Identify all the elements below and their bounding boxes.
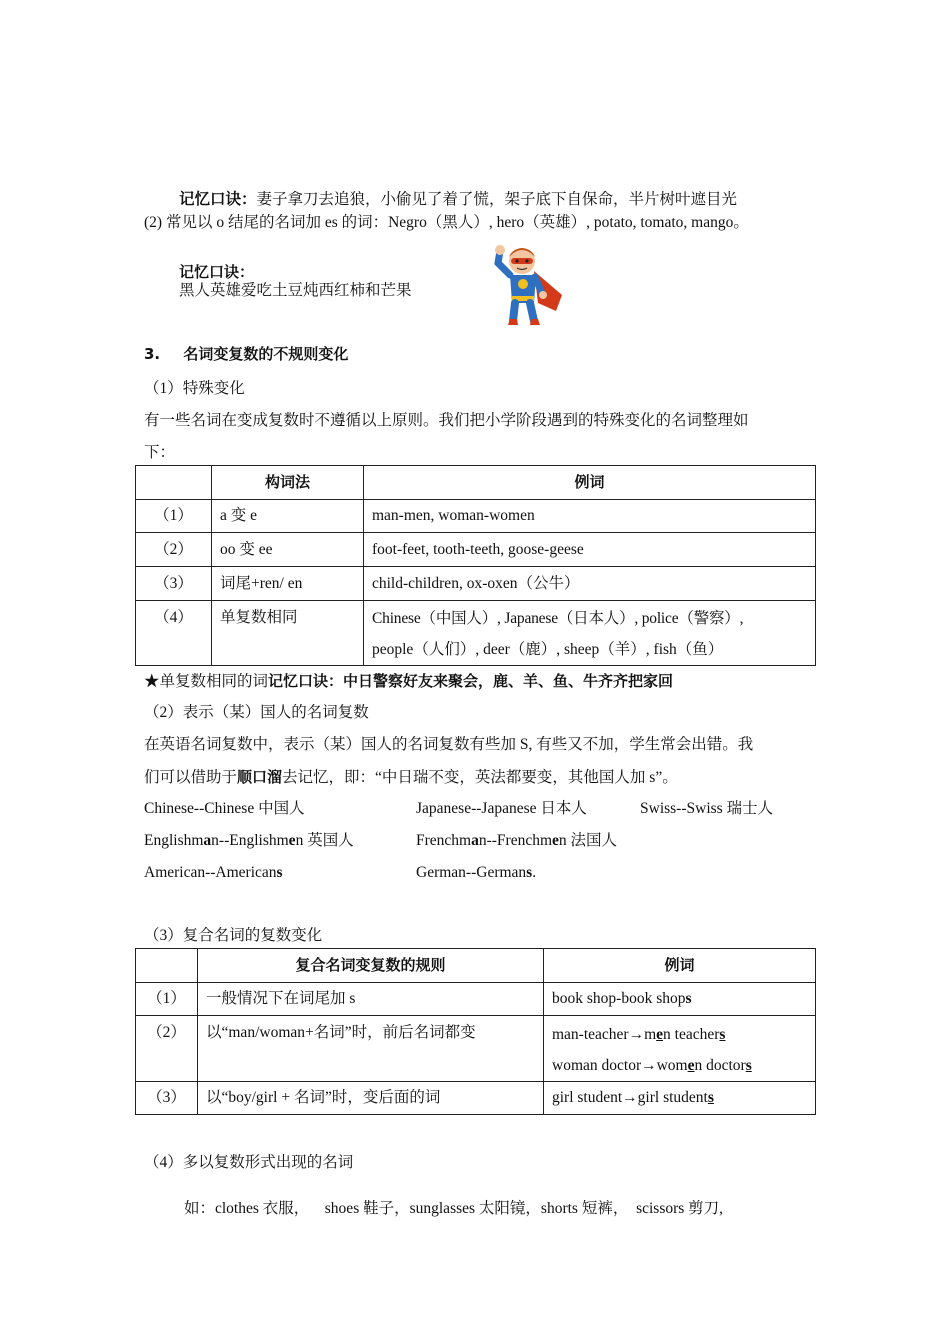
row-number: （3） [136,567,212,601]
superhero-illustration [482,241,564,333]
example-line-2 [552,1050,807,1081]
nation-bold: a [471,832,479,849]
nation-text: n--Englishm [211,832,289,849]
row-number: （2） [136,1016,198,1082]
nation-english [144,831,354,851]
example-underlined: s [745,1057,752,1074]
nation-text: n--Frenchm [478,832,553,849]
example-underlined: s [707,1089,714,1106]
row-example: foot-feet, tooth-teeth, goose-geese [364,533,816,567]
example-underlined: e [687,1057,695,1074]
mnemonic-2-label: 记忆口诀： [179,263,255,281]
row-rule: 一般情况下在词尾加 s [198,983,544,1016]
star-note-bold: 记忆口诀：中日警察好友来聚会，鹿、羊、鱼、牛齐齐把家回 [268,672,674,690]
table-row [136,533,816,567]
section-3-heading [144,344,348,364]
sub-3-title: （3）复合名词的复数变化 [144,927,323,944]
nation-german [416,863,536,883]
nation-text: Frenchm [416,832,472,849]
nation-bold: a [203,832,212,849]
row-number: （4） [136,601,212,666]
row-number: （1） [136,983,198,1016]
mnemonic-text: 妻子拿刀去追狼，小偷见了着了慌，架子底下自保命，半片树叶遮目光 [256,191,738,208]
row-rule: 词尾+ren/ en [212,567,364,601]
nation-text: n 法国人 [558,832,618,849]
table-row [136,567,816,601]
nation-swiss: Swiss--Swiss 瑞士人 [640,800,774,817]
row-rule: 以“boy/girl + 名词”时，变后面的词 [198,1082,544,1115]
table-header-rule: 构词法 [212,466,364,500]
row-rule: oo 变 ee [212,533,364,567]
table-row [136,601,816,666]
nation-french [416,831,617,851]
row-example [544,983,816,1016]
nation-japanese: Japanese--Japanese 日本人 [416,800,587,817]
rule-o-ending: (2) 常见以 o 结尾的名词加 es 的词：Negro（黑人）, hero（英雄）, potato, tomato, mango。 [144,214,749,231]
mnemonic-2-text: 黑人英雄爱吃土豆炖西红柿和芒果 [179,282,412,299]
table-header-rule: 复合名词变复数的规则 [198,949,544,983]
para-text: 去记忆，即：“中日瑞不变，英法都要变，其他国人加 s”。 [282,769,678,786]
row-example: man-men, woman-women [364,500,816,533]
table-header-row [136,949,816,983]
nation-text: n 英国人 [295,832,354,849]
sub-4-title: （4）多以复数形式出现的名词 [144,1154,354,1171]
sub-4-examples: 如：clothes 衣服， shoes 鞋子，sunglasses 太阳镜，shorts 短裤， scissors 剪刀, [184,1200,724,1217]
example-line-1 [552,1019,807,1050]
nation-bold: e [288,832,296,849]
example-underlined: s [719,1026,726,1043]
star-note [144,671,673,692]
nation-text: Englishm [144,832,204,849]
table-row [136,500,816,533]
table-row [136,983,816,1016]
nation-text: American--American [144,864,277,881]
example-text: girl student→girl student [552,1089,708,1106]
row-rule: 以“man/woman+名词”时，前后名词都变 [198,1016,544,1082]
mnemonic-label: 记忆口诀： [179,190,257,208]
table-header-row [136,466,816,500]
row-example: child-children, ox-oxen（公牛） [364,567,816,601]
table-row [136,1016,816,1082]
table-header-example: 例词 [364,466,816,500]
example-text: n teacher [663,1026,720,1043]
row-number: （3） [136,1082,198,1115]
table-row [136,1082,816,1115]
compound-plural-table [135,948,816,1115]
section-3-number: 3. [144,345,161,363]
para-bold: 顺口溜 [237,768,283,786]
irregular-plural-table [135,465,816,666]
mnemonic-1 [179,189,737,210]
para-text: 们可以借助于 [144,769,238,786]
sub-1-intro-line-2: 下： [144,444,176,461]
row-rule: a 变 e [212,500,364,533]
example-text: man-teacher→m [552,1026,657,1043]
sub-2-para-line-1: 在英语名词复数中，表示（某）国人的名词复数有些加 S, 有些又不加，学生常会出错。我 [144,736,754,753]
nation-bold: s [276,864,283,881]
table-header-num [136,466,212,500]
row-number: （1） [136,500,212,533]
sub-2-para-line-2 [144,767,678,788]
row-rule: 单复数相同 [212,601,364,666]
star-note-prefix: ★单复数相同的词 [144,673,269,690]
table-header-example: 例词 [544,949,816,983]
row-example-line-2: people（人们）, deer（鹿）, sheep（羊）, fish（鱼） [372,641,724,658]
sub-2-title: （2）表示（某）国人的名词复数 [144,704,369,721]
row-example [544,1016,816,1082]
sub-1-title: （1）特殊变化 [144,380,245,397]
nation-chinese: Chinese--Chinese 中国人 [144,800,305,817]
row-example [544,1082,816,1115]
nation-bold: e [552,832,559,849]
row-example-line-1: Chinese（中国人）, Japanese（日本人）, police（警察）, [372,610,744,627]
section-3-title: 名词变复数的不规则变化 [183,345,349,363]
example-underlined: e [656,1026,664,1043]
example-text: n doctor [694,1057,746,1074]
nation-text: German--German [416,864,527,881]
example-text: book shop-book shop [552,990,686,1007]
nation-bold: s [526,864,533,881]
nation-text: . [532,864,537,881]
example-text: woman doctor→wom [552,1057,688,1074]
example-bold: s [685,990,692,1007]
sub-1-intro-line-1: 有一些名词在变成复数时不遵循以上原则。我们把小学阶段遇到的特殊变化的名词整理如 [144,412,749,429]
table-header-num [136,949,198,983]
nation-american [144,863,283,883]
row-example [364,601,816,666]
row-number: （2） [136,533,212,567]
